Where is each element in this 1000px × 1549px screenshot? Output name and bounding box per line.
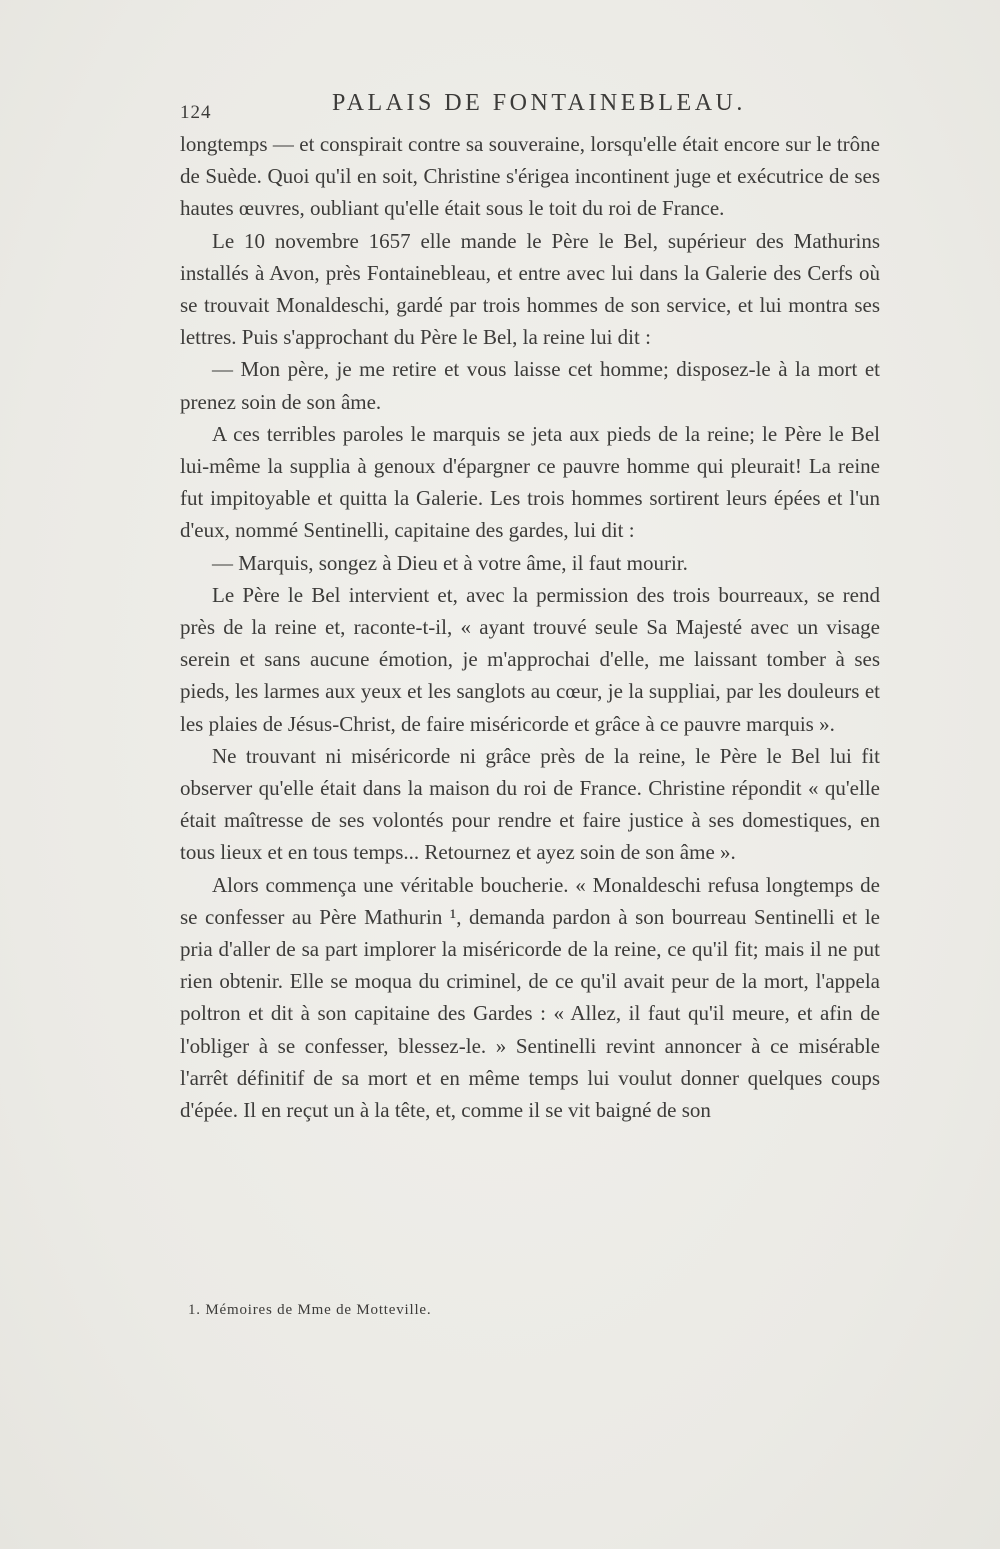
paragraph: Ne trouvant ni miséricorde ni grâce près de la reine, le Père le Bel lui fit observer qu'elle était dans la maison du roi de France. Christine répondit « qu'elle était maîtresse de ses volontés pour rendre et faire justice à ses domestiques, en tous lieux et en tous temps... Retournez et ayez soin de son âme ».: [180, 743, 880, 865]
dialogue-line: — Marquis, songez à Dieu et à votre âme, il faut mourir.: [212, 550, 688, 575]
page-number: 124: [180, 102, 212, 123]
page-header: [180, 90, 880, 130]
paragraph: A ces terribles paroles le marquis se jeta aux pieds de la reine; le Père le Bel lui-même la supplia à genoux d'épargner ce pauvre homme qui pleurait! La reine fut impitoyable et quitta la Galerie. Les trois hommes sortirent leurs épées et l'un d'eux, nommé Sentinelli, capitaine des gardes, lui dit :: [180, 421, 880, 543]
paragraph: Le 10 novembre 1657 elle mande le Père le Bel, supérieur des Mathurins installés à Avon, près Fontainebleau, et entre avec lui dans la Galerie des Cerfs où se trouvait Monaldeschi, gardé par trois hommes de son service, et lui montra ses lettres. Puis s'approchant du Père le Bel, la reine lui dit :: [180, 228, 880, 350]
paragraph: Alors commença une véritable boucherie. « Monaldeschi refusa longtemps de se confesser au Père Mathurin ¹, demanda pardon à son bourreau Sentinelli et le pria d'aller de sa part implorer la miséricorde de la reine, ce qu'il fit; mais il ne put rien obtenir. Elle se moqua du criminel, de ce qu'il avait peur de la mort, l'appela poltron et dit à son capitaine des Gardes : « Allez, il faut qu'il meure, et afin de l'obliger à se confesser, blessez-le. » Sentinelli revint annoncer à ce misérable l'arrêt définitif de sa mort et en même temps lui voulut donner quelques coups d'épée. Il en reçut un à la tête, et, comme il se vit baigné de son: [180, 872, 880, 1123]
dialogue-line: — Mon père, je me retire et vous laisse cet homme; disposez-le à la mort et prenez soin de son âme.: [180, 357, 880, 414]
paragraph: longtemps — et conspirait contre sa souveraine, lorsqu'elle était encore sur le trône de Suède. Quoi qu'il en soit, Christine s'érigea incontinent juge et exécutrice de ses hautes œuvres, oubliant qu'elle était sous le toit du roi de France.: [180, 132, 880, 221]
body-text: [180, 128, 880, 1126]
paragraph: Le Père le Bel intervient et, avec la permission des trois bourreaux, se rend près de la reine et, raconte-t-il, « ayant trouvé seule Sa Majesté avec un visage serein et sans aucune émotion, je m'approchai d'elle, me laissant tomber à ses pieds, les larmes aux yeux et les sanglots au cœur, je la suppliai, par les douleurs et les plaies de Jésus-Christ, de faire miséricorde et grâce à ce pauvre marquis ».: [180, 582, 880, 736]
footnote: 1. Mémoires de Mme de Motteville.: [188, 1302, 432, 1318]
running-title: PALAIS DE FONTAINEBLEAU.: [332, 90, 746, 116]
